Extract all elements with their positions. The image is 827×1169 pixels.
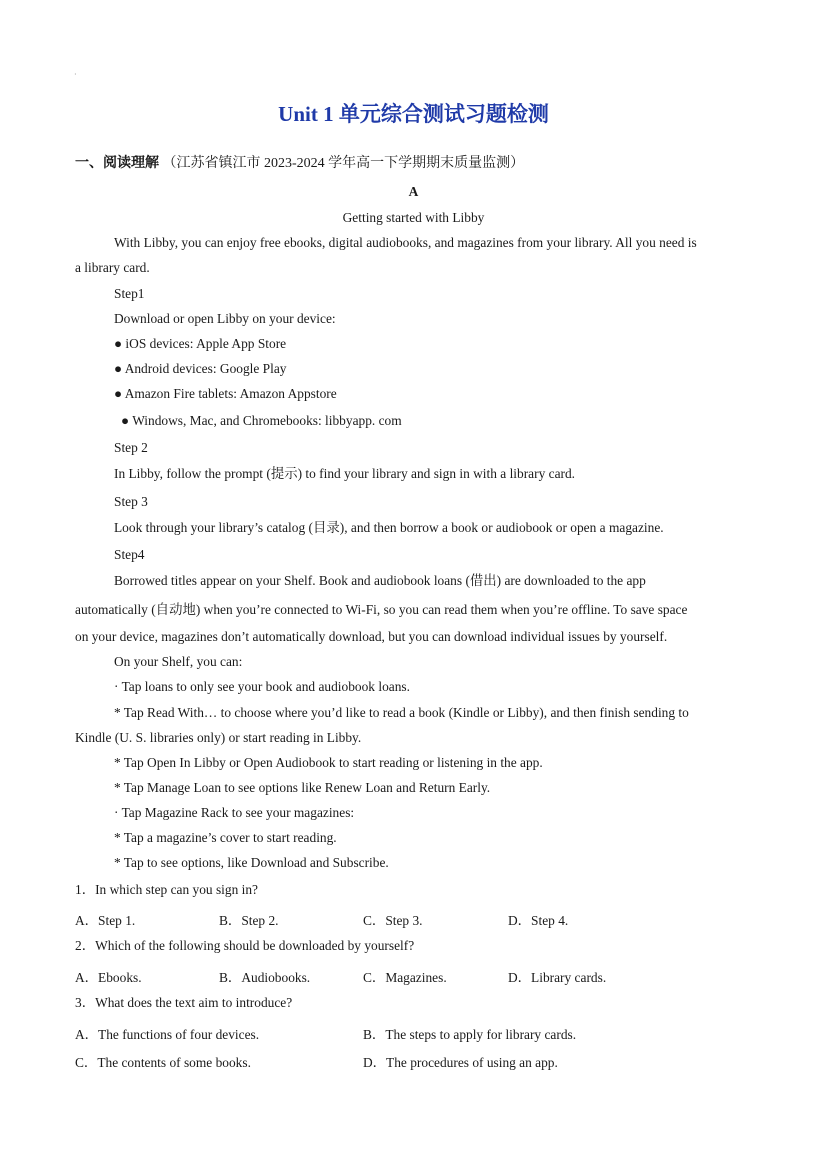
passage-line: on your device, magazines don’t automatically download, but you can download individual issues by yourself. bbox=[75, 629, 668, 644]
passage-line: * Tap to see options, like Download and Subscribe. bbox=[114, 855, 389, 870]
page-dot: · bbox=[74, 70, 77, 79]
passage-line: · Tap loans to only see your book and audiobook loans. bbox=[114, 679, 410, 694]
passage-line: Download or open Libby on your device: bbox=[114, 311, 336, 326]
passage-line: ● iOS devices: Apple App Store bbox=[114, 336, 287, 351]
answer-option: D．Step 4. bbox=[508, 913, 569, 928]
answer-option: A．The functions of four devices. bbox=[75, 1027, 260, 1042]
answer-option: A．Step 1. bbox=[75, 913, 136, 928]
passage-line: * Tap Manage Loan to see options like Renew Loan and Return Early. bbox=[114, 780, 491, 795]
question-stem: 2．Which of the following should be downloaded by yourself? bbox=[75, 938, 415, 953]
section-heading bbox=[75, 152, 524, 172]
passage-line: Step 3 bbox=[114, 494, 148, 509]
passage-line: ● Windows, Mac, and Chromebooks: libbyapp. com bbox=[121, 413, 402, 428]
passage-line: * Tap Read With… to choose where you’d like to read a book (Kindle or Libby), and then finish sending to bbox=[114, 705, 689, 720]
passage-line: On your Shelf, you can: bbox=[114, 654, 243, 669]
passage-line: · Tap Magazine Rack to see your magazines: bbox=[114, 805, 355, 820]
answer-option: B．The steps to apply for library cards. bbox=[363, 1027, 577, 1042]
page-title: Unit 1 单元综合测试习题检测 bbox=[278, 102, 549, 126]
passage-heading: Getting started with Libby bbox=[342, 210, 485, 225]
passage-line: Step 2 bbox=[114, 440, 148, 455]
section-label: 一、阅读理解 bbox=[75, 156, 159, 171]
answer-option: C．Step 3. bbox=[363, 913, 423, 928]
answer-option: C．Magazines. bbox=[363, 970, 447, 985]
passage-line: * Tap Open In Libby or Open Audiobook to start reading or listening in the app. bbox=[114, 755, 543, 770]
answer-option: B．Audiobooks. bbox=[219, 970, 311, 985]
passage-line: Step1 bbox=[114, 286, 145, 301]
passage-line: Step4 bbox=[114, 547, 145, 562]
answer-option: B．Step 2. bbox=[219, 913, 279, 928]
passage-line: Borrowed titles appear on your Shelf. Book and audiobook loans (借出) are downloaded to the app bbox=[114, 573, 646, 588]
answer-option: D．The procedures of using an app. bbox=[363, 1055, 558, 1070]
answer-option: D．Library cards. bbox=[508, 970, 607, 985]
passage-line: Look through your library’s catalog (目录), and then borrow a book or audiobook or open a magazine. bbox=[114, 520, 664, 535]
passage-line: * Tap a magazine’s cover to start reading. bbox=[114, 830, 337, 845]
passage-line: ● Android devices: Google Play bbox=[114, 361, 287, 376]
passage-line: automatically (自动地) when you’re connected to Wi-Fi, so you can read them when you’re offline. To save space bbox=[75, 602, 688, 617]
passage-line: In Libby, follow the prompt (提示) to find your library and sign in with a library card. bbox=[114, 466, 576, 481]
passage-letter: A bbox=[408, 184, 419, 199]
passage-line: Kindle (U. S. libraries only) or start reading in Libby. bbox=[75, 730, 362, 745]
passage-line: With Libby, you can enjoy free ebooks, digital audiobooks, and magazines from your library. All you need is bbox=[114, 235, 697, 250]
question-stem: 3．What does the text aim to introduce? bbox=[75, 995, 293, 1010]
answer-option: C．The contents of some books. bbox=[75, 1055, 251, 1070]
answer-option: A．Ebooks. bbox=[75, 970, 142, 985]
passage-line: a library card. bbox=[75, 260, 150, 275]
passage-line: ● Amazon Fire tablets: Amazon Appstore bbox=[114, 386, 337, 401]
section-source: （江苏省镇江市 2023-2024 学年高一下学期期末质量监测） bbox=[162, 156, 525, 171]
question-stem: 1．In which step can you sign in? bbox=[75, 882, 258, 897]
